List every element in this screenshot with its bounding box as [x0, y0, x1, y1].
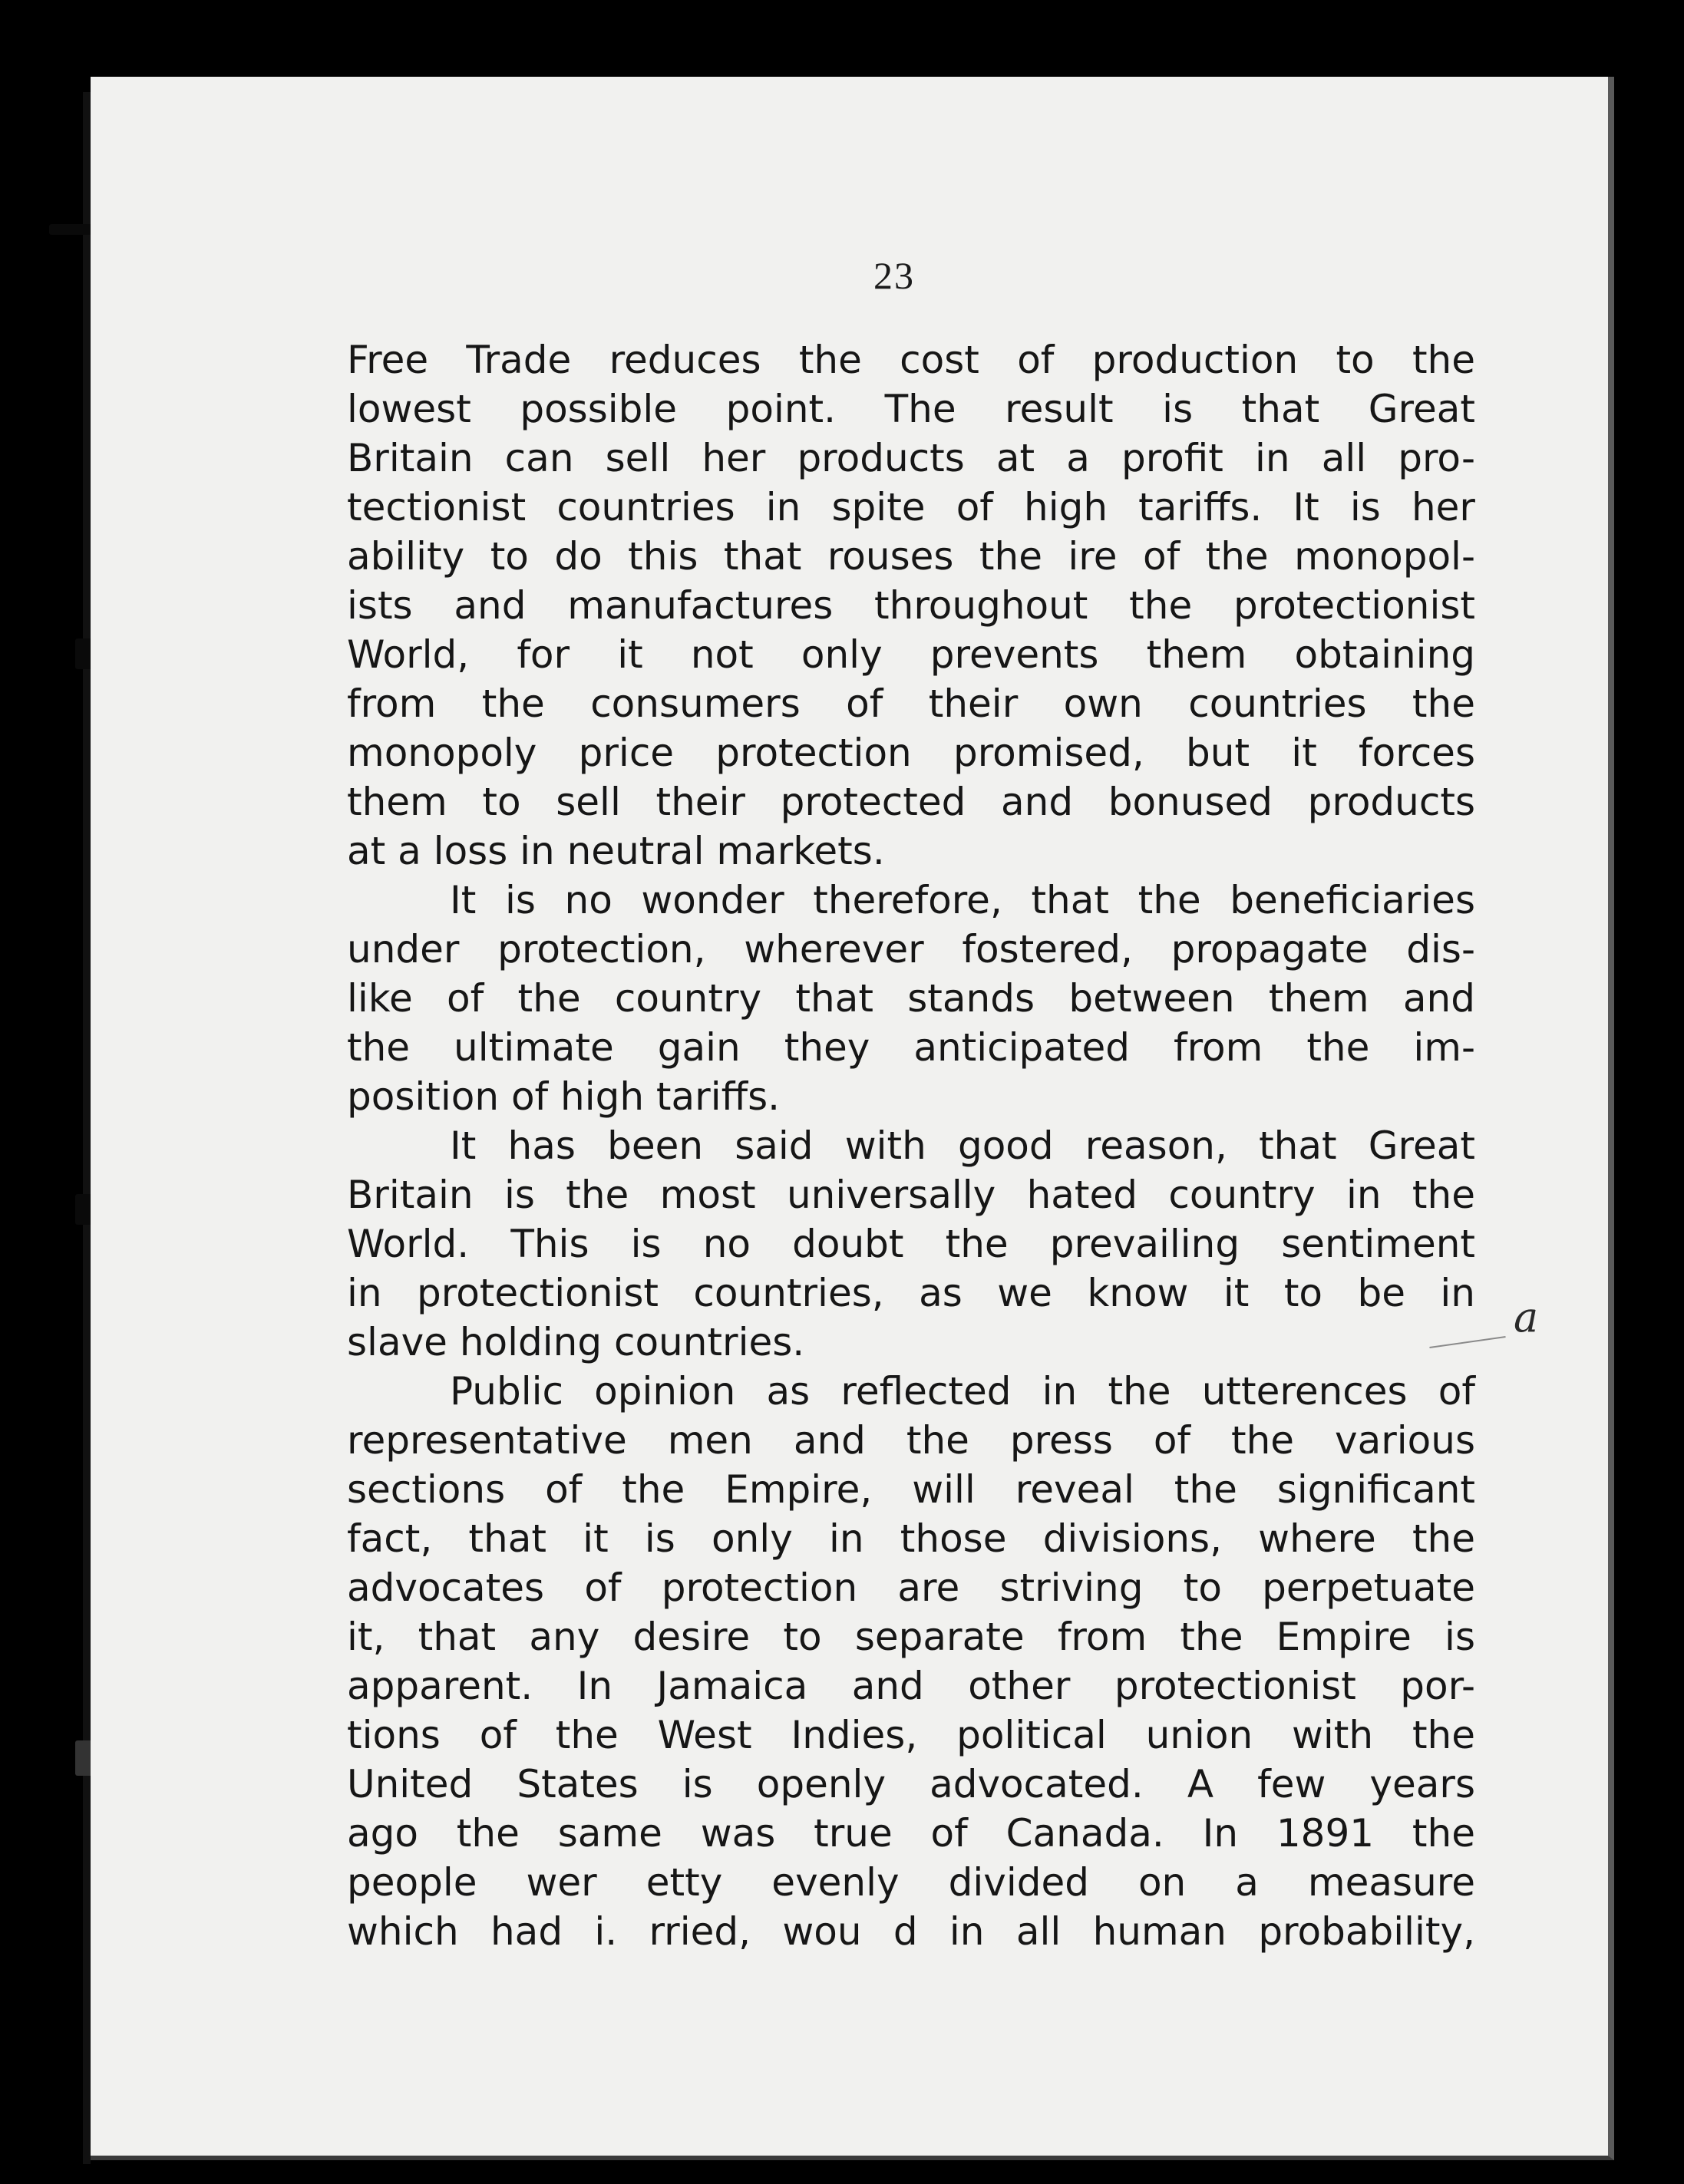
text-line: the ultimate gain they anticipated from the im- [347, 1025, 1475, 1070]
text-line: United States is openly advocated. A few years [347, 1762, 1475, 1806]
text-line: World, for it not only prevents them obtaining [347, 632, 1475, 677]
text-line: tectionist countries in spite of high tariffs. It is her [347, 485, 1475, 530]
text-line: monopoly price protection promised, but it forces [347, 731, 1475, 775]
text-line: apparent. In Jamaica and other protectionist por- [347, 1664, 1475, 1708]
text-line: ability to do this that rouses the ire of the monopol- [347, 534, 1475, 579]
text-line: fact, that it is only in those divisions, where the [347, 1516, 1475, 1561]
text-line: Britain can sell her products at a profit in all pro- [347, 436, 1475, 480]
text-line: sections of the Empire, will reveal the significant [347, 1467, 1475, 1512]
text-line: tions of the West Indies, political union with the [347, 1713, 1475, 1757]
text-line: slave holding countries. [347, 1320, 805, 1364]
text-line: Britain is the most universally hated country in the [347, 1173, 1475, 1217]
text-line: World. This is no doubt the prevailing sentiment [347, 1222, 1475, 1266]
text-line: at a loss in neutral markets. [347, 829, 885, 873]
text-line: representative men and the press of the various [347, 1418, 1475, 1463]
text-line: Public opinion as reflected in the utterences of [450, 1369, 1475, 1414]
text-line: like of the country that stands between them and [347, 976, 1475, 1021]
text-line: ago the same was true of Canada. In 1891 the [347, 1811, 1475, 1856]
text-line: ists and manufactures throughout the protectionist [347, 583, 1475, 628]
text-line: advocates of protection are striving to perpetuate [347, 1565, 1475, 1610]
text-line: from the consumers of their own countries the [347, 681, 1475, 726]
text-line: lowest possible point. The result is that Great [347, 387, 1475, 431]
handwritten-margin-annotation: a [1514, 1293, 1539, 1341]
body-text [347, 335, 1475, 1956]
text-line: under protection, wherever fostered, propagate dis- [347, 927, 1475, 972]
text-line: in protectionist countries, as we know it to be in [347, 1271, 1475, 1315]
text-line: Free Trade reduces the cost of production to the [347, 338, 1475, 382]
text-line: them to sell their protected and bonused products [347, 780, 1475, 824]
binding-gutter [83, 92, 91, 2164]
text-line: it, that any desire to separate from the Empire is [347, 1615, 1475, 1659]
page-number: 23 [873, 254, 915, 297]
text-line: people wer etty evenly divided on a measure [347, 1860, 1475, 1905]
text-line: which had i. rried, wou d in all human probability, [347, 1909, 1475, 1954]
text-line: position of high tariffs. [347, 1074, 781, 1119]
text-line: It is no wonder therefore, that the beneficiaries [450, 878, 1475, 922]
text-line: It has been said with good reason, that Great [450, 1123, 1475, 1168]
